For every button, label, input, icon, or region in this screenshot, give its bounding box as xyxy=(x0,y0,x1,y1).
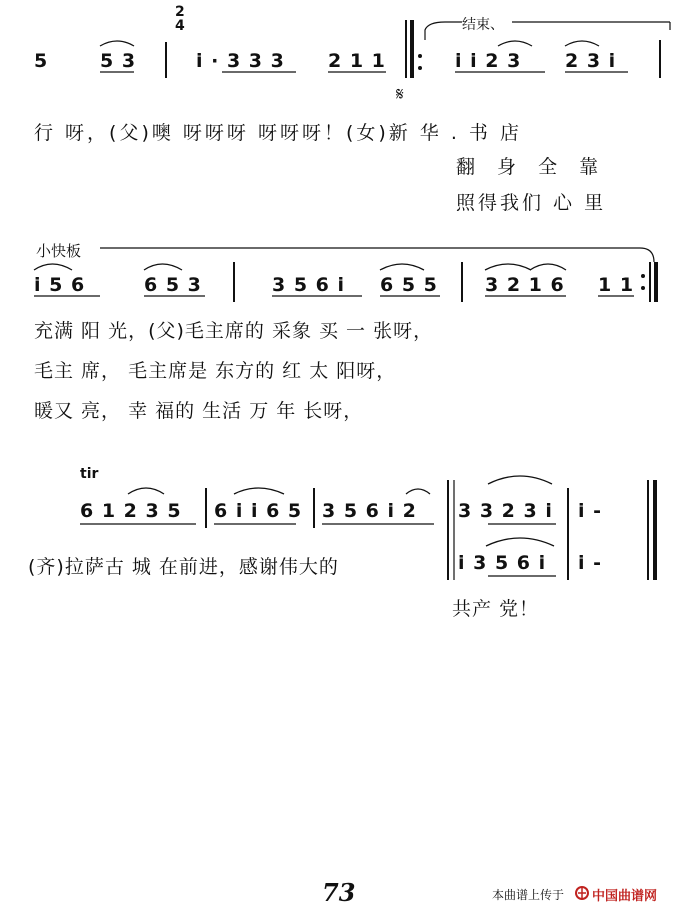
repeat-dot xyxy=(418,66,422,70)
note-group: i 5 6 xyxy=(34,274,86,296)
note-group: 2 3 i xyxy=(565,50,617,72)
note-group: i - xyxy=(578,500,603,522)
ending-label: 结束、 xyxy=(462,17,504,33)
note-group: 6 i i 6 5 xyxy=(214,500,303,522)
slur xyxy=(100,41,134,46)
lyric-line: 毛主 席， 毛主席是 东方的 红 太 阳呀， xyxy=(34,360,397,382)
note-group: 6 5 5 xyxy=(380,274,438,296)
note-group: 6 5 3 xyxy=(144,274,202,296)
note-group: i i 2 3 xyxy=(455,50,522,72)
ending-bracket xyxy=(425,22,462,40)
lyric-line: (齐)拉萨古 城 在前进，感谢伟大的 xyxy=(28,556,339,578)
upload-note: 本曲谱上传于 xyxy=(492,888,565,902)
time-signature-bottom: 4 xyxy=(175,18,185,34)
note-group: i · 3 3 3 xyxy=(196,50,285,72)
page-number: 73 xyxy=(322,878,356,907)
repeat-dot xyxy=(641,274,645,278)
time-signature-top: 2 xyxy=(175,4,185,20)
note-group: 3 2 1 6 xyxy=(485,274,565,296)
slur xyxy=(498,41,532,46)
lyric-line: 充满 阳 光，(父)毛主席的 采象 买 一 张呀， xyxy=(34,320,434,342)
note-group: 5 3 xyxy=(100,50,137,72)
lyric-line: 共产 党！ xyxy=(452,598,540,620)
note-group: 1 1 xyxy=(598,274,635,296)
note-group-lower: i - xyxy=(578,552,603,574)
tempo-marking: 小快板 xyxy=(36,242,82,260)
lyric-line: 行 呀，(父)噢 呀呀呀 呀呀呀！(女)新 华 . 书 店 xyxy=(34,122,522,144)
site-name[interactable]: 中国曲谱网 xyxy=(592,889,658,904)
lyric-line: 照得我们 心 里 xyxy=(456,192,607,214)
note-group: 5 xyxy=(34,50,49,72)
note-group: 3 3 2 3 i xyxy=(458,500,553,522)
repeat-dot xyxy=(418,54,422,58)
note-group: 3 5 6 i 2 xyxy=(322,500,417,522)
slur xyxy=(565,41,599,46)
repeat-dot xyxy=(641,286,645,290)
segno-sign: 𝄋 xyxy=(396,84,404,105)
site-logo-icon xyxy=(575,885,589,899)
lyric-line: 暖又 亮， 幸 福的 生活 万 年 长呀， xyxy=(34,400,364,422)
lyric-line: 翻 身 全 靠 xyxy=(456,156,607,178)
ornament-marking: tir xyxy=(80,466,99,482)
note-group: 6 1 2 3 5 xyxy=(80,500,182,522)
note-group: 3 5 6 i xyxy=(272,274,346,296)
note-group-lower: i 3 5 6 i xyxy=(458,552,547,574)
note-group: 2 1 1 xyxy=(328,50,386,72)
